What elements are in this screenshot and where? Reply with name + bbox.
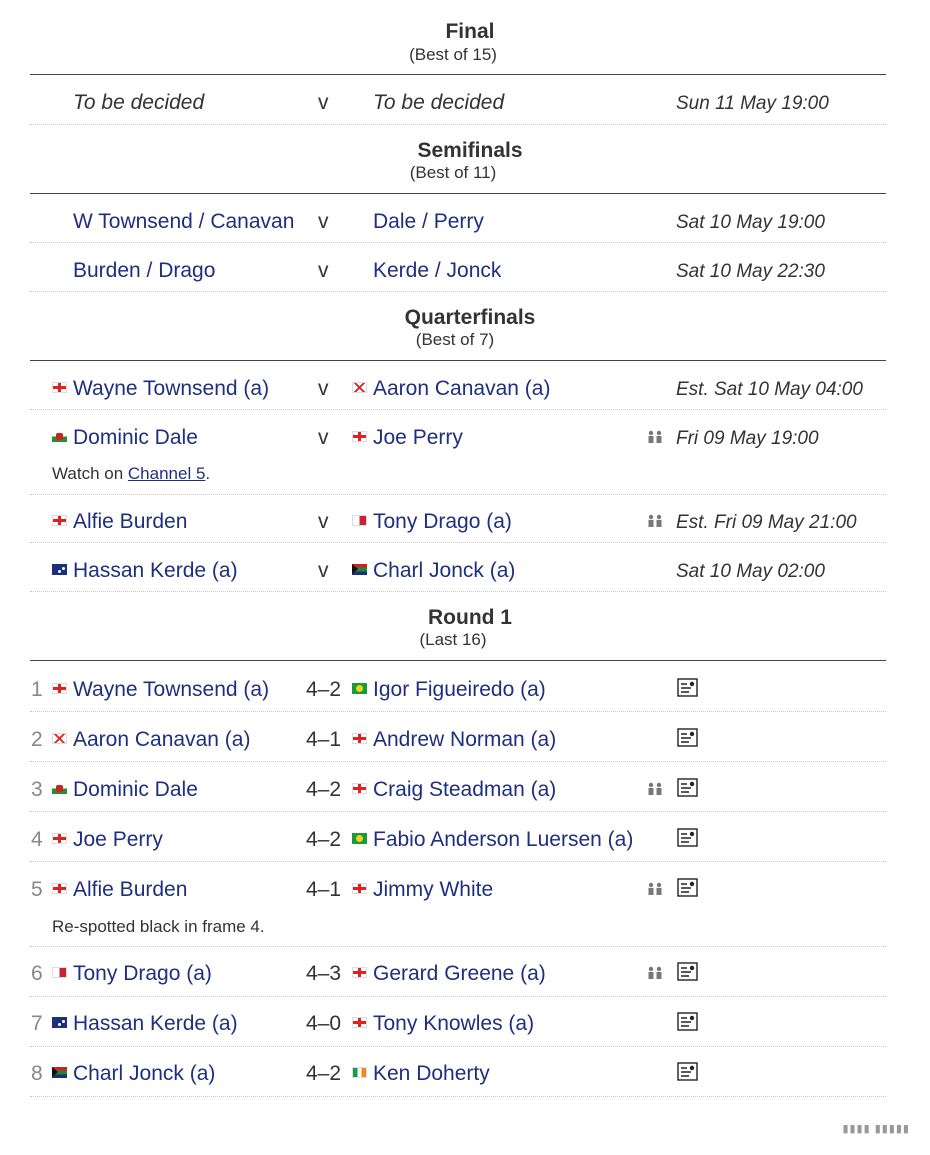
player1[interactable] bbox=[52, 827, 163, 853]
row-separator bbox=[30, 711, 886, 712]
player2-name: Fabio Anderson Luersen (a) bbox=[373, 828, 634, 851]
south-africa-flag-icon bbox=[352, 564, 367, 575]
versus-label: v bbox=[318, 210, 329, 233]
player1-name: Hassan Kerde (a) bbox=[73, 1012, 238, 1035]
match-number: 5 bbox=[31, 878, 43, 901]
match-score: 4–0 bbox=[306, 1012, 342, 1035]
row-separator bbox=[30, 409, 886, 410]
row-separator bbox=[30, 591, 886, 592]
quarterfinals-subtitle: (Best of 7) bbox=[415, 330, 495, 349]
player1[interactable] bbox=[52, 961, 212, 987]
england-flag-icon bbox=[52, 833, 67, 844]
player2-name: Ken Doherty bbox=[373, 1062, 490, 1085]
note-prefix: Watch on bbox=[52, 464, 128, 483]
versus-label: v bbox=[318, 259, 329, 282]
player1[interactable] bbox=[52, 425, 198, 451]
people-icon[interactable] bbox=[647, 514, 665, 528]
match-report-icon[interactable] bbox=[677, 962, 699, 982]
player2[interactable] bbox=[352, 425, 463, 451]
player2-name: Joe Perry bbox=[373, 426, 463, 449]
player2[interactable] bbox=[352, 1061, 490, 1087]
england-flag-icon bbox=[352, 1017, 367, 1028]
player1-name: Charl Jonck (a) bbox=[73, 1062, 216, 1085]
semifinals-divider bbox=[30, 193, 886, 194]
people-icon[interactable] bbox=[647, 882, 665, 896]
player2-name: Igor Figueiredo (a) bbox=[373, 678, 546, 701]
england-flag-icon bbox=[52, 515, 67, 526]
match-time: Fri 09 May 19:00 bbox=[676, 428, 819, 449]
watermark-logo: ▮▮▮▮ ▮▮▮▮▮ bbox=[842, 1123, 910, 1135]
match-report-icon[interactable] bbox=[677, 678, 699, 698]
quarterfinals-divider bbox=[30, 360, 886, 361]
round1-subtitle: (Last 16) bbox=[419, 630, 487, 649]
match-note: Re-spotted black in frame 4. bbox=[52, 917, 265, 936]
row-separator bbox=[30, 946, 886, 947]
match-score: 4–3 bbox=[306, 962, 342, 985]
player1-name: Dominic Dale bbox=[73, 426, 198, 449]
versus-label: v bbox=[318, 91, 329, 114]
match-time: Sat 10 May 02:00 bbox=[676, 561, 825, 582]
row-separator bbox=[30, 761, 886, 762]
match-report-icon[interactable] bbox=[677, 778, 699, 798]
row-separator bbox=[30, 996, 886, 997]
match-report-icon[interactable] bbox=[677, 1012, 699, 1032]
row-separator bbox=[30, 1046, 886, 1047]
australia-flag-icon bbox=[52, 564, 67, 575]
channel-5-link[interactable]: Channel 5 bbox=[127, 464, 206, 483]
match-time: Sat 10 May 19:00 bbox=[676, 212, 825, 233]
south-africa-flag-icon bbox=[52, 1067, 67, 1078]
player2[interactable] bbox=[352, 509, 512, 535]
match-report-icon[interactable] bbox=[677, 828, 699, 848]
final-player2: To be decided bbox=[373, 91, 505, 114]
player2-name: Charl Jonck (a) bbox=[373, 559, 516, 582]
semifinals-title: Semifinals bbox=[417, 139, 523, 162]
row-separator bbox=[30, 1096, 886, 1097]
match-score: 4–2 bbox=[306, 678, 342, 701]
player1-name: Alfie Burden bbox=[73, 878, 188, 901]
player2-name: Andrew Norman (a) bbox=[373, 728, 557, 751]
player1[interactable] bbox=[52, 509, 187, 535]
row-separator bbox=[30, 242, 886, 243]
player1-name: Hassan Kerde (a) bbox=[73, 559, 238, 582]
match-time: Est. Fri 09 May 21:00 bbox=[676, 512, 857, 533]
row-separator bbox=[30, 494, 886, 495]
match-number: 4 bbox=[31, 828, 43, 851]
row-separator bbox=[30, 861, 886, 862]
player2[interactable] bbox=[352, 961, 546, 987]
wales-flag-icon bbox=[52, 783, 67, 794]
player1-name: Tony Drago (a) bbox=[73, 962, 212, 985]
row-separator bbox=[30, 291, 886, 292]
note-suffix: . bbox=[205, 464, 211, 483]
match-number: 7 bbox=[31, 1012, 43, 1035]
match-score: 4–1 bbox=[306, 728, 342, 751]
player1[interactable] bbox=[52, 1011, 238, 1037]
player1[interactable] bbox=[52, 777, 198, 803]
match-number: 3 bbox=[31, 778, 43, 801]
player2-name: Jimmy White bbox=[373, 878, 494, 901]
match-number: 2 bbox=[31, 728, 43, 751]
people-icon[interactable] bbox=[647, 966, 665, 980]
match-score: 4–1 bbox=[306, 878, 342, 901]
player2[interactable] bbox=[352, 376, 550, 402]
player1-name: Wayne Townsend (a) bbox=[73, 678, 270, 701]
brazil-flag-icon bbox=[352, 833, 367, 844]
player2[interactable] bbox=[352, 777, 556, 803]
broadcast-note bbox=[52, 464, 210, 484]
jersey-flag-icon bbox=[352, 382, 367, 393]
row-separator bbox=[30, 542, 886, 543]
player2-name: Aaron Canavan (a) bbox=[373, 377, 551, 400]
versus-label: v bbox=[318, 510, 329, 533]
jersey-flag-icon bbox=[52, 733, 67, 744]
player2[interactable] bbox=[352, 827, 633, 853]
quarterfinals-title: Quarterfinals bbox=[404, 306, 536, 329]
final-player1: To be decided bbox=[73, 91, 205, 114]
player1-name: Wayne Townsend (a) bbox=[73, 377, 270, 400]
semifinals-subtitle: (Best of 11) bbox=[409, 163, 497, 182]
versus-label: v bbox=[318, 559, 329, 582]
row-separator bbox=[30, 124, 886, 125]
match-report-icon[interactable] bbox=[677, 1062, 699, 1082]
player1[interactable] bbox=[52, 376, 269, 402]
england-flag-icon bbox=[352, 431, 367, 442]
semifinal-pair2[interactable]: Dale / Perry bbox=[373, 210, 484, 233]
player2[interactable] bbox=[352, 727, 556, 753]
player1[interactable] bbox=[52, 1061, 215, 1087]
player2[interactable] bbox=[352, 558, 515, 584]
semifinal-pair1[interactable]: Burden / Drago bbox=[73, 259, 216, 282]
player2-name: Craig Steadman (a) bbox=[373, 778, 557, 801]
semifinal-pair1[interactable]: W Townsend / Canavan bbox=[73, 210, 295, 233]
match-number: 8 bbox=[31, 1062, 43, 1085]
semifinal-pair2[interactable]: Kerde / Jonck bbox=[373, 259, 502, 282]
player1-name: Dominic Dale bbox=[73, 778, 198, 801]
england-flag-icon bbox=[52, 382, 67, 393]
match-score: 4–2 bbox=[306, 828, 342, 851]
england-flag-icon bbox=[52, 883, 67, 894]
player1[interactable] bbox=[52, 558, 238, 584]
people-icon[interactable] bbox=[647, 782, 665, 796]
player1[interactable] bbox=[52, 677, 269, 703]
ireland-flag-icon bbox=[352, 1067, 367, 1078]
match-report-icon[interactable] bbox=[677, 878, 699, 898]
match-number: 1 bbox=[31, 678, 43, 701]
match-number: 6 bbox=[31, 962, 43, 985]
player2-name: Tony Drago (a) bbox=[373, 510, 512, 533]
england-flag-icon bbox=[52, 683, 67, 694]
final-title: Final bbox=[445, 20, 495, 43]
player1-name: Joe Perry bbox=[73, 828, 163, 851]
people-icon[interactable] bbox=[647, 430, 665, 444]
match-report-icon[interactable] bbox=[677, 728, 699, 748]
england-flag-icon bbox=[352, 783, 367, 794]
final-subtitle: (Best of 15) bbox=[409, 45, 497, 64]
versus-label: v bbox=[318, 426, 329, 449]
player2[interactable] bbox=[352, 1011, 534, 1037]
match-time: Sun 11 May 19:00 bbox=[676, 93, 829, 114]
australia-flag-icon bbox=[52, 1017, 67, 1028]
brazil-flag-icon bbox=[352, 683, 367, 694]
round1-title: Round 1 bbox=[428, 606, 512, 629]
row-separator bbox=[30, 811, 886, 812]
malta-flag-icon bbox=[52, 967, 67, 978]
malta-flag-icon bbox=[352, 515, 367, 526]
final-divider bbox=[30, 74, 886, 75]
match-time: Sat 10 May 22:30 bbox=[676, 261, 825, 282]
england-flag-icon bbox=[352, 967, 367, 978]
england-flag-icon bbox=[352, 883, 367, 894]
match-score: 4–2 bbox=[306, 1062, 342, 1085]
player2-name: Tony Knowles (a) bbox=[373, 1012, 535, 1035]
match-time: Est. Sat 10 May 04:00 bbox=[676, 379, 863, 400]
player2-name: Gerard Greene (a) bbox=[373, 962, 546, 985]
england-flag-icon bbox=[352, 733, 367, 744]
player1-name: Aaron Canavan (a) bbox=[73, 728, 251, 751]
player1[interactable] bbox=[52, 877, 187, 903]
wales-flag-icon bbox=[52, 431, 67, 442]
player1-name: Alfie Burden bbox=[73, 510, 188, 533]
versus-label: v bbox=[318, 377, 329, 400]
match-score: 4–2 bbox=[306, 778, 342, 801]
round1-divider bbox=[30, 660, 886, 661]
player2[interactable] bbox=[352, 877, 493, 903]
player2[interactable] bbox=[352, 677, 546, 703]
player1[interactable] bbox=[52, 727, 250, 753]
